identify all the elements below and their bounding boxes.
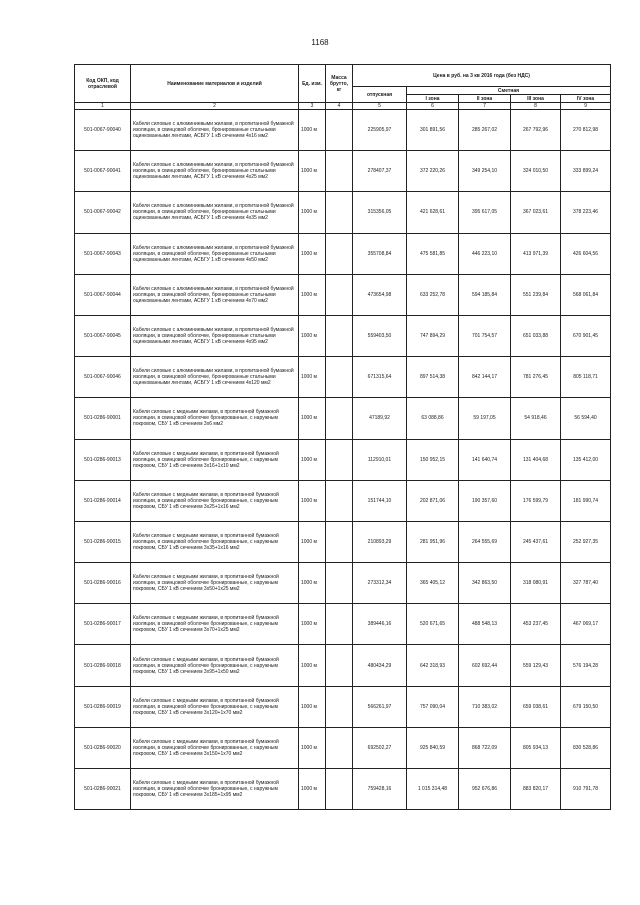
gross-mass bbox=[326, 151, 353, 192]
column-number: 6 bbox=[407, 103, 459, 110]
zone1-price: 372 220,26 bbox=[407, 151, 459, 192]
gross-mass bbox=[326, 604, 353, 645]
zone4-price: 252 927,35 bbox=[561, 521, 611, 562]
zone3-price: 267 792,96 bbox=[511, 110, 561, 151]
product-code: 501-0067-90046 bbox=[75, 357, 131, 398]
zone3-price: 453 237,45 bbox=[511, 604, 561, 645]
gross-mass bbox=[326, 110, 353, 151]
column-number: 3 bbox=[299, 103, 326, 110]
gross-mass bbox=[326, 563, 353, 604]
zone3-price: 551 239,84 bbox=[511, 274, 561, 315]
zone2-price: 59 197,05 bbox=[459, 398, 511, 439]
header-release: отпускная bbox=[353, 87, 407, 103]
release-price: 210893,29 bbox=[353, 521, 407, 562]
table-row bbox=[75, 645, 611, 686]
release-price: 112910,01 bbox=[353, 439, 407, 480]
product-name: Кабели силовые с алюминиевыми жилами, в пропитанной бумажной изоляции, в свинцовой оболочке, бронированные стальными оцинкованными лентами, АСБГУ 1 кВ сечением 4х16 мм2 bbox=[131, 110, 299, 151]
product-name: Кабели силовые с алюминиевыми жилами, в пропитанной бумажной изоляции, в свинцовой оболочке, бронированные стальными оцинкованными лентами, АСБГУ 1 кВ сечением 4х95 мм2 bbox=[131, 315, 299, 356]
zone1-price: 475 581,85 bbox=[407, 233, 459, 274]
table-row bbox=[75, 439, 611, 480]
table-row bbox=[75, 151, 611, 192]
product-name: Кабели силовые с медными жилами, в пропитанной бумажной изоляции, в свинцовой оболочке бронированные, с наружным покровом, СБУ 1 кВ сечением 3х150+1х70 мм2 bbox=[131, 727, 299, 768]
product-name: Кабели силовые с медными жилами, в пропитанной бумажной изоляции, в свинцовой оболочке бронированные, с наружным покровом, СБУ 1 кВ сечением 3х70+1х25 мм2 bbox=[131, 604, 299, 645]
release-price: 47189,92 bbox=[353, 398, 407, 439]
price-table bbox=[74, 64, 611, 810]
product-code: 501-0067-90043 bbox=[75, 233, 131, 274]
zone3-price: 559 129,43 bbox=[511, 645, 561, 686]
product-name: Кабели силовые с алюминиевыми жилами, в пропитанной бумажной изоляции, в свинцовой оболочке, бронированные стальными оцинкованными лентами, АСБГУ 1 кВ сечением 4х120 мм2 bbox=[131, 357, 299, 398]
zone1-price: 202 871,06 bbox=[407, 480, 459, 521]
gross-mass bbox=[326, 686, 353, 727]
gross-mass bbox=[326, 192, 353, 233]
release-price: 389446,16 bbox=[353, 604, 407, 645]
table-row bbox=[75, 480, 611, 521]
zone2-price: 264 555,69 bbox=[459, 521, 511, 562]
release-price: 225905,97 bbox=[353, 110, 407, 151]
zone2-price: 594 185,84 bbox=[459, 274, 511, 315]
zone3-price: 659 038,61 bbox=[511, 686, 561, 727]
unit-of-measure: 1000 м bbox=[299, 398, 326, 439]
zone1-price: 1 015 314,48 bbox=[407, 769, 459, 810]
zone2-price: 488 548,13 bbox=[459, 604, 511, 645]
zone4-price: 568 061,84 bbox=[561, 274, 611, 315]
gross-mass bbox=[326, 645, 353, 686]
zone4-price: 805 118,71 bbox=[561, 357, 611, 398]
table-row bbox=[75, 315, 611, 356]
gross-mass bbox=[326, 233, 353, 274]
product-name: Кабели силовые с медными жилами, в пропитанной бумажной изоляции, в свинцовой оболочке бронированные, с наружным покровом, СБУ 1 кВ сечением 3х185+1х95 мм2 bbox=[131, 769, 299, 810]
unit-of-measure: 1000 м bbox=[299, 192, 326, 233]
zone1-price: 520 671,65 bbox=[407, 604, 459, 645]
table-row bbox=[75, 604, 611, 645]
unit-of-measure: 1000 м bbox=[299, 521, 326, 562]
zone1-price: 421 628,61 bbox=[407, 192, 459, 233]
unit-of-measure: 1000 м bbox=[299, 645, 326, 686]
release-price: 151744,10 bbox=[353, 480, 407, 521]
unit-of-measure: 1000 м bbox=[299, 686, 326, 727]
unit-of-measure: 1000 м bbox=[299, 439, 326, 480]
header-code: Код ОКП, код отраслевой bbox=[75, 65, 131, 103]
product-name: Кабели силовые с алюминиевыми жилами, в пропитанной бумажной изоляции, в свинцовой оболочке, бронированные стальными оцинкованными лентами, АСБГУ 1 кВ сечением 4х70 мм2 bbox=[131, 274, 299, 315]
column-number-row bbox=[75, 103, 611, 110]
gross-mass bbox=[326, 357, 353, 398]
product-code: 501-0286-90015 bbox=[75, 521, 131, 562]
header-mass: Масса брутто, кг bbox=[326, 65, 353, 103]
product-code: 501-0286-90014 bbox=[75, 480, 131, 521]
zone3-price: 54 918,46 bbox=[511, 398, 561, 439]
page-number: 1168 bbox=[311, 38, 329, 47]
release-price: 559403,50 bbox=[353, 315, 407, 356]
zone3-price: 324 010,50 bbox=[511, 151, 561, 192]
table-row bbox=[75, 192, 611, 233]
zone3-price: 131 404,68 bbox=[511, 439, 561, 480]
product-code: 501-0286-90017 bbox=[75, 604, 131, 645]
zone4-price: 135 412,00 bbox=[561, 439, 611, 480]
zone2-price: 342 863,50 bbox=[459, 563, 511, 604]
product-code: 501-0286-90021 bbox=[75, 769, 131, 810]
product-name: Кабели силовые с алюминиевыми жилами, в пропитанной бумажной изоляции, в свинцовой оболочке, бронированные стальными оцинкованными лентами, АСБГУ 1 кВ сечением 4х35 мм2 bbox=[131, 192, 299, 233]
product-code: 501-0067-90045 bbox=[75, 315, 131, 356]
unit-of-measure: 1000 м bbox=[299, 563, 326, 604]
zone2-price: 395 617,05 bbox=[459, 192, 511, 233]
product-code: 501-0067-90042 bbox=[75, 192, 131, 233]
table-row bbox=[75, 686, 611, 727]
zone4-price: 576 194,28 bbox=[561, 645, 611, 686]
zone1-price: 925 840,59 bbox=[407, 727, 459, 768]
table-header bbox=[75, 65, 611, 110]
gross-mass bbox=[326, 769, 353, 810]
product-code: 501-0286-90018 bbox=[75, 645, 131, 686]
release-price: 278407,37 bbox=[353, 151, 407, 192]
product-code: 501-0067-90040 bbox=[75, 110, 131, 151]
zone2-price: 141 640,74 bbox=[459, 439, 511, 480]
release-price: 273312,34 bbox=[353, 563, 407, 604]
product-name: Кабели силовые с медными жилами, в пропитанной бумажной изоляции, в свинцовой оболочке бронированные, с наружным покровом, СБУ 1 кВ сечением 3х120+1х70 мм2 bbox=[131, 686, 299, 727]
product-code: 501-0286-90019 bbox=[75, 686, 131, 727]
unit-of-measure: 1000 м bbox=[299, 769, 326, 810]
header-zone1: I зона bbox=[407, 95, 459, 103]
zone1-price: 633 252,78 bbox=[407, 274, 459, 315]
header-estimate: Сметная bbox=[407, 87, 611, 95]
release-price: 480434,29 bbox=[353, 645, 407, 686]
zone3-price: 318 080,91 bbox=[511, 563, 561, 604]
column-number: 4 bbox=[326, 103, 353, 110]
table-row bbox=[75, 274, 611, 315]
product-code: 501-0067-90044 bbox=[75, 274, 131, 315]
zone2-price: 701 754,57 bbox=[459, 315, 511, 356]
release-price: 315356,05 bbox=[353, 192, 407, 233]
zone4-price: 426 604,56 bbox=[561, 233, 611, 274]
zone1-price: 301 891,56 bbox=[407, 110, 459, 151]
product-name: Кабели силовые с медными жилами, в пропитанной бумажной изоляции, в свинцовой оболочке бронированные, с наружным покровом, СБУ 1 кВ сечением 3х95+1х50 мм2 bbox=[131, 645, 299, 686]
header-name: Наименование материалов и изделий bbox=[131, 65, 299, 103]
table-row bbox=[75, 521, 611, 562]
release-price: 473654,98 bbox=[353, 274, 407, 315]
gross-mass bbox=[326, 274, 353, 315]
header-price-group: Цена в руб. на 3 кв 2016 года (без НДС) bbox=[353, 65, 611, 87]
table-body bbox=[75, 110, 611, 810]
unit-of-measure: 1000 м bbox=[299, 110, 326, 151]
gross-mass bbox=[326, 439, 353, 480]
zone4-price: 181 990,74 bbox=[561, 480, 611, 521]
table-row bbox=[75, 233, 611, 274]
zone4-price: 670 901,45 bbox=[561, 315, 611, 356]
product-code: 501-0286-90001 bbox=[75, 398, 131, 439]
column-number: 5 bbox=[353, 103, 407, 110]
zone1-price: 897 514,38 bbox=[407, 357, 459, 398]
column-number: 1 bbox=[75, 103, 131, 110]
zone1-price: 63 088,86 bbox=[407, 398, 459, 439]
zone2-price: 602 692,44 bbox=[459, 645, 511, 686]
zone1-price: 757 090,04 bbox=[407, 686, 459, 727]
unit-of-measure: 1000 м bbox=[299, 357, 326, 398]
table-row bbox=[75, 357, 611, 398]
unit-of-measure: 1000 м bbox=[299, 315, 326, 356]
zone3-price: 781 276,45 bbox=[511, 357, 561, 398]
header-zone3: III зона bbox=[511, 95, 561, 103]
zone4-price: 56 594,40 bbox=[561, 398, 611, 439]
zone2-price: 710 383,02 bbox=[459, 686, 511, 727]
zone1-price: 747 894,29 bbox=[407, 315, 459, 356]
column-number: 8 bbox=[511, 103, 561, 110]
zone1-price: 642 318,93 bbox=[407, 645, 459, 686]
product-name: Кабели силовые с алюминиевыми жилами, в пропитанной бумажной изоляции, в свинцовой оболочке, бронированные стальными оцинкованными лентами, АСБГУ 1 кВ сечением 4х25 мм2 bbox=[131, 151, 299, 192]
unit-of-measure: 1000 м bbox=[299, 274, 326, 315]
zone4-price: 679 150,50 bbox=[561, 686, 611, 727]
zone4-price: 910 791,78 bbox=[561, 769, 611, 810]
release-price: 355708,84 bbox=[353, 233, 407, 274]
zone4-price: 467 069,17 bbox=[561, 604, 611, 645]
gross-mass bbox=[326, 398, 353, 439]
zone3-price: 805 934,13 bbox=[511, 727, 561, 768]
zone2-price: 349 254,10 bbox=[459, 151, 511, 192]
product-name: Кабели силовые с медными жилами, в пропитанной бумажной изоляции, в свинцовой оболочке бронированные, с наружным покровом, СБУ 1 кВ сечением 3х6 мм2 bbox=[131, 398, 299, 439]
unit-of-measure: 1000 м bbox=[299, 727, 326, 768]
product-name: Кабели силовые с медными жилами, в пропитанной бумажной изоляции, в свинцовой оболочке бронированные, с наружным покровом, СБУ 1 кВ сечением 3х25+1х16 мм2 bbox=[131, 480, 299, 521]
product-code: 501-0067-90041 bbox=[75, 151, 131, 192]
zone3-price: 883 820,17 bbox=[511, 769, 561, 810]
column-number: 2 bbox=[131, 103, 299, 110]
release-price: 759428,16 bbox=[353, 769, 407, 810]
table-row bbox=[75, 398, 611, 439]
gross-mass bbox=[326, 727, 353, 768]
zone4-price: 327 787,40 bbox=[561, 563, 611, 604]
zone3-price: 176 599,79 bbox=[511, 480, 561, 521]
unit-of-measure: 1000 м bbox=[299, 480, 326, 521]
product-name: Кабели силовые с медными жилами, в пропитанной бумажной изоляции, в свинцовой оболочке бронированные, с наружным покровом, СБУ 1 кВ сечением 3х50+1х25 мм2 bbox=[131, 563, 299, 604]
zone2-price: 952 676,86 bbox=[459, 769, 511, 810]
zone1-price: 365 405,12 bbox=[407, 563, 459, 604]
release-price: 671315,64 bbox=[353, 357, 407, 398]
header-zone2: II зона bbox=[459, 95, 511, 103]
zone3-price: 367 023,61 bbox=[511, 192, 561, 233]
zone4-price: 378 223,46 bbox=[561, 192, 611, 233]
gross-mass bbox=[326, 480, 353, 521]
zone2-price: 842 144,17 bbox=[459, 357, 511, 398]
unit-of-measure: 1000 м bbox=[299, 604, 326, 645]
product-code: 501-0286-90016 bbox=[75, 563, 131, 604]
zone2-price: 285 267,02 bbox=[459, 110, 511, 151]
product-name: Кабели силовые с медными жилами, в пропитанной бумажной изоляции, в свинцовой оболочке бронированные, с наружным покровом, СБУ 1 кВ сечением 3х16+1х10 мм2 bbox=[131, 439, 299, 480]
table-row bbox=[75, 769, 611, 810]
header-unit: Ед. изм. bbox=[299, 65, 326, 103]
unit-of-measure: 1000 м bbox=[299, 233, 326, 274]
zone3-price: 413 971,39 bbox=[511, 233, 561, 274]
zone4-price: 270 812,98 bbox=[561, 110, 611, 151]
product-name: Кабели силовые с алюминиевыми жилами, в пропитанной бумажной изоляции, в свинцовой оболочке, бронированные стальными оцинкованными лентами, АСБГУ 1 кВ сечением 4х50 мм2 bbox=[131, 233, 299, 274]
table-row bbox=[75, 727, 611, 768]
zone3-price: 245 437,61 bbox=[511, 521, 561, 562]
header-zone4: IV зона bbox=[561, 95, 611, 103]
product-code: 501-0286-90013 bbox=[75, 439, 131, 480]
product-code: 501-0286-90020 bbox=[75, 727, 131, 768]
zone2-price: 190 357,60 bbox=[459, 480, 511, 521]
product-name: Кабели силовые с медными жилами, в пропитанной бумажной изоляции, в свинцовой оболочке бронированные, с наружным покровом, СБУ 1 кВ сечением 3х35+1х16 мм2 bbox=[131, 521, 299, 562]
gross-mass bbox=[326, 521, 353, 562]
release-price: 692502,27 bbox=[353, 727, 407, 768]
zone4-price: 830 528,86 bbox=[561, 727, 611, 768]
release-price: 566261,97 bbox=[353, 686, 407, 727]
table-row bbox=[75, 110, 611, 151]
unit-of-measure: 1000 м bbox=[299, 151, 326, 192]
table-row bbox=[75, 563, 611, 604]
zone1-price: 281 951,96 bbox=[407, 521, 459, 562]
zone2-price: 446 223,10 bbox=[459, 233, 511, 274]
column-number: 7 bbox=[459, 103, 511, 110]
zone3-price: 651 033,88 bbox=[511, 315, 561, 356]
zone1-price: 150 952,15 bbox=[407, 439, 459, 480]
column-number: 9 bbox=[561, 103, 611, 110]
gross-mass bbox=[326, 315, 353, 356]
zone2-price: 868 722,09 bbox=[459, 727, 511, 768]
zone4-price: 333 899,24 bbox=[561, 151, 611, 192]
